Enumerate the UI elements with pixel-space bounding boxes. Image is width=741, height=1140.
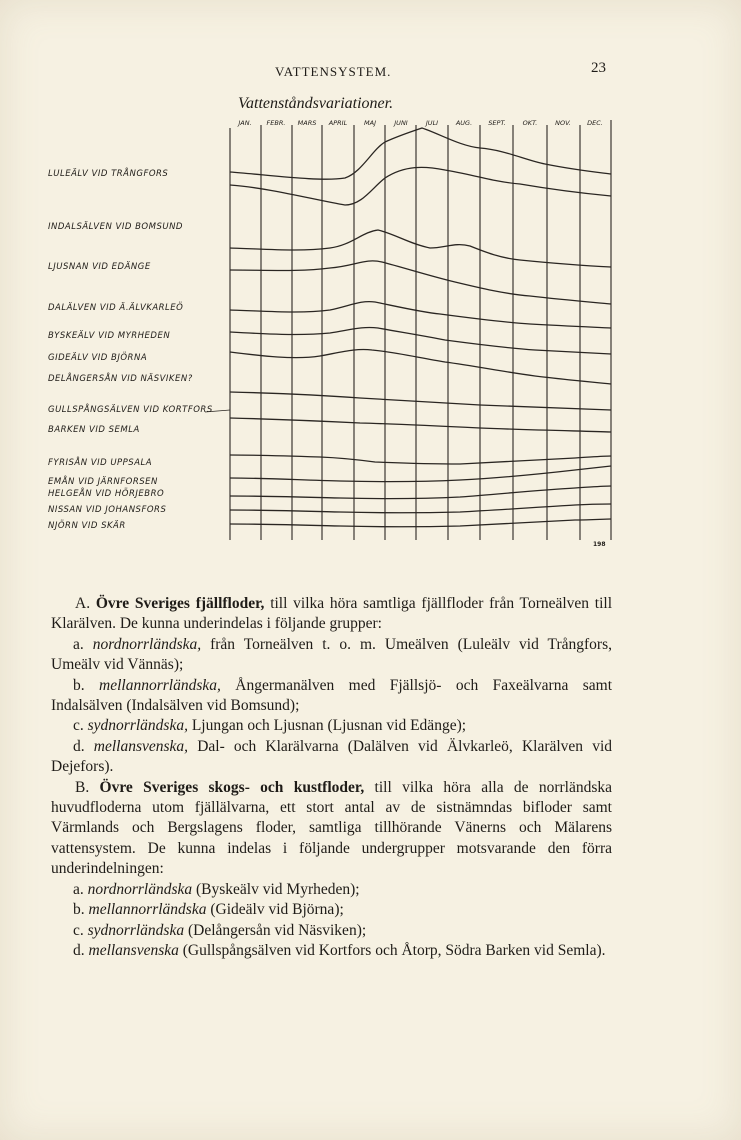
figure-number: 198 bbox=[593, 541, 606, 548]
curve-byskeälv bbox=[230, 302, 611, 328]
month-label-mar: MARS bbox=[297, 119, 317, 127]
river-label: INDALSÄLVEN VID BOMSUND bbox=[48, 222, 183, 232]
paragraph-text: till vilka höra samtliga fjällfloder från Torneälven till Klarälven. De kunna underindelas i följande grupper: bbox=[51, 595, 613, 633]
month-label-may: MAJ bbox=[364, 119, 376, 127]
item-marker: d. bbox=[73, 941, 85, 959]
list-item bbox=[51, 716, 612, 736]
item-term: mellansvenska bbox=[88, 941, 179, 959]
curve-indalsälven bbox=[230, 167, 611, 205]
item-marker: a. bbox=[73, 635, 84, 653]
curve-gideälv bbox=[230, 327, 611, 354]
hydrograph-svg bbox=[0, 0, 741, 560]
river-label: FYRISÅN VID UPPSALA bbox=[48, 458, 153, 468]
list-item bbox=[51, 635, 612, 676]
river-label: GIDEÄLV VID BJÖRNA bbox=[48, 353, 148, 363]
curve-fyrisån bbox=[230, 455, 611, 464]
water-level-figure bbox=[0, 0, 741, 560]
month-label-dec: DEC. bbox=[587, 119, 603, 127]
curve-emån bbox=[230, 466, 611, 482]
hydrograph-curves bbox=[230, 128, 611, 527]
list-item bbox=[51, 921, 612, 941]
list-item bbox=[51, 941, 612, 961]
section-marker: A. bbox=[75, 595, 91, 612]
body-text bbox=[51, 594, 612, 961]
month-label-jun: JUNI bbox=[394, 119, 408, 127]
river-label: HELGEÅN VID HÖRJEBRO bbox=[48, 489, 165, 499]
month-label-feb: FEBR. bbox=[266, 119, 286, 127]
curve-helgeån bbox=[230, 486, 611, 499]
river-label: DELÅNGERSÅN VID NÄSVIKEN? bbox=[48, 374, 193, 384]
list-item bbox=[51, 900, 612, 920]
river-label: NJÖRN VID SKÄR bbox=[48, 521, 126, 531]
item-text: Ljungan och Ljusnan (Ljusnan vid Edänge); bbox=[191, 717, 467, 735]
item-marker: b. bbox=[73, 901, 85, 919]
month-label-aug: AUG. bbox=[455, 119, 473, 127]
river-label: LULEÄLV VID TRÅNGFORS bbox=[48, 169, 169, 179]
curve-njörn bbox=[230, 519, 611, 527]
item-text: (Gideälv vid Björna); bbox=[210, 901, 344, 919]
river-label: BARKEN VID SEMLA bbox=[48, 425, 140, 435]
paragraph-text: till vilka höra alla de norrländska huvudfloderna utom fjällälvarna, ett stort antal av de sistnämndas bifloder samt Värmlands och Bergslagens floder, samtliga tillhörande Vänerns och Mälarens vattensystem. De kunna indelas i följande undergrupper motsvarande den förra underindelningen: bbox=[51, 778, 613, 878]
month-label-apr: APRIL bbox=[328, 119, 348, 127]
item-term: sydnorrländska, bbox=[87, 717, 188, 735]
item-marker: a. bbox=[73, 880, 84, 898]
river-label: BYSKEÄLV VID MYRHEDEN bbox=[48, 331, 171, 341]
curve-gullspångsälven bbox=[230, 392, 611, 410]
item-text: Ångermanälven med Fjällsjö- och Faxeälvarna samt Indalsälven (Indalsälven vid Bomsund); bbox=[51, 676, 613, 715]
curve-dalälven bbox=[230, 261, 611, 304]
section-heading: Övre Sveriges fjällfloder, bbox=[95, 595, 265, 612]
section-heading: Övre Sveriges skogs- och kustfloder, bbox=[99, 778, 365, 796]
item-term: mellansvenska, bbox=[93, 737, 189, 755]
item-text: från Torneälven t. o. m. Umeälven (Luleälv vid Trångfors, Umeälv vid Vännäs); bbox=[51, 635, 613, 674]
item-text: (Gullspångsälven vid Kortfors och Åtorp, Södra Barken vid Semla). bbox=[182, 941, 606, 959]
curve-barken bbox=[230, 418, 611, 432]
item-marker: c. bbox=[73, 921, 84, 939]
list-item bbox=[51, 737, 612, 778]
section-marker: B. bbox=[75, 778, 90, 796]
item-marker: c. bbox=[73, 717, 84, 735]
item-text: (Delångersån vid Näsviken); bbox=[187, 921, 367, 939]
river-label: DALÄLVEN VID Ä.ÄLVKARLEÖ bbox=[48, 303, 184, 313]
item-term: mellannorrländska bbox=[88, 901, 207, 919]
month-label-nov: NOV. bbox=[555, 119, 571, 127]
curve-delångersån bbox=[230, 349, 611, 384]
item-term: nordnorrländska, bbox=[92, 635, 202, 653]
curve-nissan bbox=[230, 504, 611, 513]
figure-title: Vattenståndsvariationer. bbox=[238, 95, 394, 112]
month-label-jul: JULI bbox=[425, 119, 439, 127]
curve-luleälv bbox=[230, 128, 611, 179]
month-label-oct: OKT. bbox=[522, 119, 538, 127]
item-term: nordnorrländska bbox=[87, 880, 193, 898]
item-text: Dal- och Klarälvarna (Dalälven vid Älvkarleö, Klarälven vid Dejefors). bbox=[51, 737, 613, 776]
river-label: EMÅN VID JÄRNFORSEN bbox=[48, 477, 158, 487]
item-text: (Byskeälv vid Myrheden); bbox=[196, 880, 360, 898]
list-item bbox=[51, 880, 612, 900]
paragraph-b bbox=[51, 778, 612, 880]
curve-ljusnan bbox=[230, 230, 611, 267]
river-label: GULLSPÅNGSÄLVEN VID KORTFORS bbox=[48, 405, 213, 415]
list-item bbox=[51, 676, 612, 717]
item-term: sydnorrländska bbox=[87, 921, 185, 939]
running-title: VATTENSYSTEM. bbox=[275, 64, 392, 79]
item-marker: b. bbox=[73, 676, 85, 694]
river-label: NISSAN VID JOHANSFORS bbox=[48, 505, 167, 515]
item-marker: d. bbox=[73, 737, 85, 755]
month-label-jan: JAN. bbox=[238, 119, 252, 127]
river-label: LJUSNAN VID EDÄNGE bbox=[48, 262, 151, 272]
paragraph-a bbox=[51, 594, 612, 635]
page-number: 23 bbox=[591, 60, 606, 76]
month-label-sep: SEPT. bbox=[488, 119, 506, 127]
item-term: mellannorrländska, bbox=[99, 676, 221, 694]
figure-frame bbox=[230, 120, 611, 540]
